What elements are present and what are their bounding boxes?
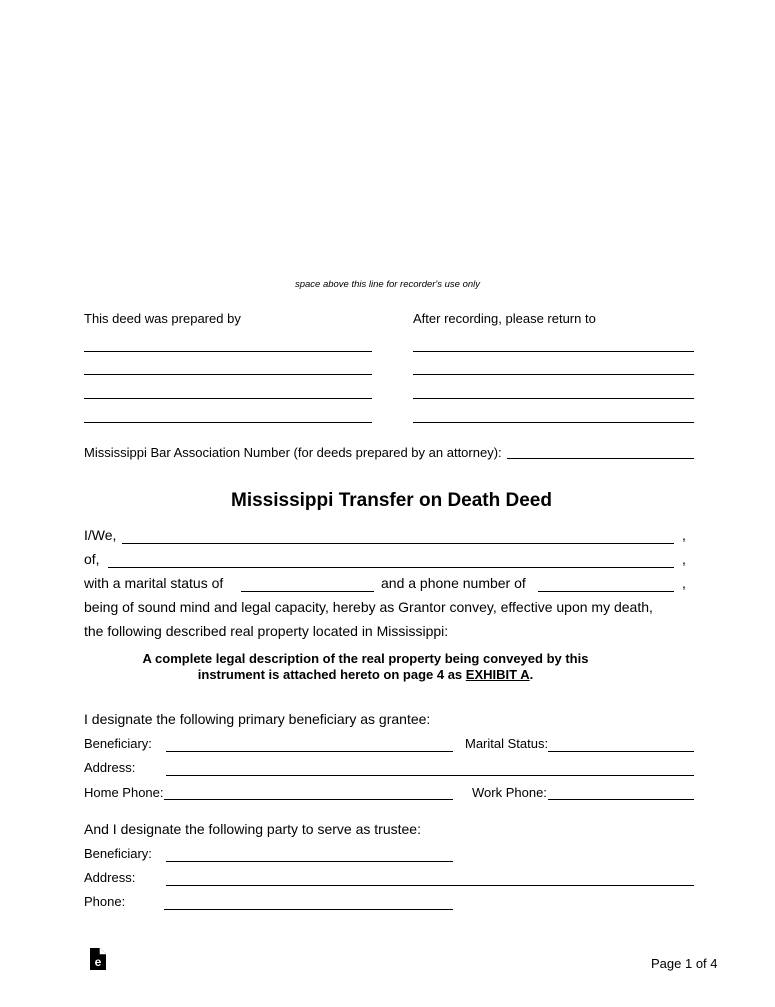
primary-work-phone-line[interactable] bbox=[548, 799, 694, 800]
legal-description-prefix: instrument is attached hereto on page 4 as bbox=[197, 667, 463, 682]
primary-home-phone-line[interactable] bbox=[164, 799, 453, 800]
comma-1: , bbox=[682, 527, 686, 543]
grantor-sentence-2: the following described real property located in Mississippi: bbox=[84, 623, 449, 639]
legal-description-line-1: A complete legal description of the real property being conveyed by this bbox=[142, 651, 589, 666]
grantor-address-line[interactable] bbox=[108, 567, 674, 568]
prepared-by-line-1[interactable] bbox=[84, 351, 372, 352]
marital-status-line[interactable] bbox=[241, 591, 374, 592]
primary-address-line[interactable] bbox=[166, 775, 694, 776]
prepared-by-line-4[interactable] bbox=[84, 422, 372, 423]
return-to-line-2[interactable] bbox=[413, 374, 694, 375]
grantor-sentence-1: being of sound mind and legal capacity, hereby as Grantor convey, effective upon my death, bbox=[84, 599, 653, 615]
return-to-line-3[interactable] bbox=[413, 398, 694, 399]
primary-beneficiary-line[interactable] bbox=[166, 751, 453, 752]
svg-text:e: e bbox=[94, 955, 102, 969]
eforms-logo-icon bbox=[89, 947, 107, 971]
prepared-by-line-2[interactable] bbox=[84, 374, 372, 375]
primary-marital-status-line[interactable] bbox=[548, 751, 694, 752]
trustee-heading: And I designate the following party to serve as trustee: bbox=[84, 821, 421, 837]
grantor-name-line[interactable] bbox=[122, 543, 674, 544]
prepared-by-line-3[interactable] bbox=[84, 398, 372, 399]
trustee-phone-label: Phone: bbox=[84, 894, 126, 909]
recorder-note: space above this line for recorder's use only bbox=[294, 279, 481, 290]
trustee-beneficiary-line[interactable] bbox=[166, 861, 453, 862]
bar-number-line[interactable] bbox=[507, 458, 694, 459]
page-number: Page 1 of 4 bbox=[651, 956, 718, 971]
return-to-line-4[interactable] bbox=[413, 422, 694, 423]
primary-beneficiary-heading: I designate the following primary beneficiary as grantee: bbox=[84, 711, 431, 727]
exhibit-a-link: EXHIBIT A bbox=[465, 667, 530, 682]
of-label: of, bbox=[84, 551, 100, 567]
trustee-address-label: Address: bbox=[84, 870, 136, 885]
trustee-address-line[interactable] bbox=[166, 885, 694, 886]
trustee-beneficiary-label: Beneficiary: bbox=[84, 846, 152, 861]
trustee-phone-line[interactable] bbox=[164, 909, 453, 910]
bar-number-label: Mississippi Bar Association Number (for deeds prepared by an attorney): bbox=[84, 445, 502, 460]
legal-description-line-2 bbox=[0, 667, 731, 682]
primary-home-phone-label: Home Phone: bbox=[84, 785, 164, 800]
phone-number-label: and a phone number of bbox=[381, 575, 526, 591]
comma-2: , bbox=[682, 551, 686, 567]
marital-status-label: with a marital status of bbox=[84, 575, 224, 591]
return-to-label: After recording, please return to bbox=[413, 311, 596, 326]
primary-marital-status-label: Marital Status: bbox=[465, 736, 549, 751]
primary-address-label: Address: bbox=[84, 760, 136, 775]
iwe-label: I/We, bbox=[84, 527, 117, 543]
return-to-line-1[interactable] bbox=[413, 351, 694, 352]
phone-number-line[interactable] bbox=[538, 591, 674, 592]
comma-3: , bbox=[682, 575, 686, 591]
prepared-by-label: This deed was prepared by bbox=[84, 311, 241, 326]
page-title: Mississippi Transfer on Death Deed bbox=[231, 490, 552, 511]
eforms-logo-svg bbox=[89, 947, 107, 971]
primary-beneficiary-label: Beneficiary: bbox=[84, 736, 152, 751]
legal-description-period: . bbox=[529, 667, 534, 682]
primary-work-phone-label: Work Phone: bbox=[472, 785, 547, 800]
